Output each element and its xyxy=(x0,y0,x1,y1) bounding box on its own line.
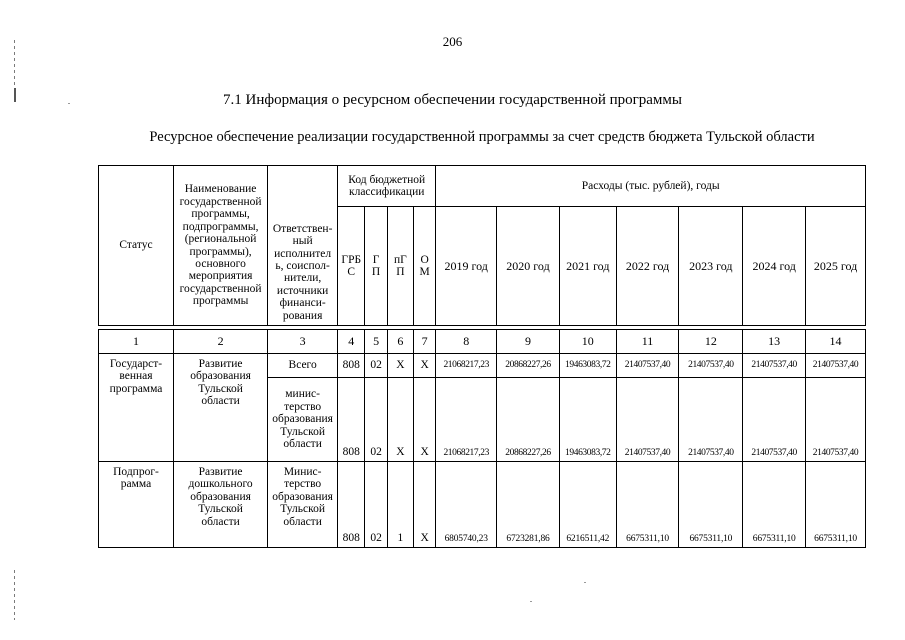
page-subtitle: Ресурсное обеспечение реализации государственной программы за счет средств бюджета Тульской области xyxy=(149,129,815,145)
header-year: 2020 год xyxy=(497,207,560,326)
cell-amount: 6675311,10 xyxy=(679,462,743,548)
header-year: 2023 год xyxy=(679,207,743,326)
column-number: 3 xyxy=(268,330,338,354)
cell-om: X xyxy=(414,354,436,378)
cell-amount: 21407537,40 xyxy=(806,354,866,378)
column-number: 12 xyxy=(679,330,743,354)
cell-gp: 02 xyxy=(365,462,387,548)
header-year: 2021 год xyxy=(559,207,616,326)
cell-amount: 6675311,10 xyxy=(806,462,866,548)
cell-amount: 19463083,72 xyxy=(559,354,616,378)
cell-amount: 21407537,40 xyxy=(806,378,866,462)
column-number: 6 xyxy=(387,330,413,354)
margin-mark xyxy=(14,570,15,620)
cell-grbs: 808 xyxy=(338,354,365,378)
cell-pgp: X xyxy=(387,354,413,378)
scan-speck xyxy=(530,601,532,602)
cell-amount: 6216511,42 xyxy=(559,462,616,548)
header-budget-code: Код бюджетной классификации xyxy=(338,166,436,207)
header-name: Наименование государственной программы, подпрограммы, (региональной программы), основного мероприятия государственной программы xyxy=(173,166,267,326)
column-number: 9 xyxy=(497,330,560,354)
cell-amount: 21068217,23 xyxy=(436,378,497,462)
cell-amount: 6675311,10 xyxy=(616,462,679,548)
column-number: 14 xyxy=(806,330,866,354)
cell-amount: 21407537,40 xyxy=(679,378,743,462)
row-executor: минис- терство образования Тульской области xyxy=(268,378,338,462)
section-title: 7.1 Информация о ресурсном обеспечении государственной программы xyxy=(222,92,682,108)
header-gp: Г П xyxy=(365,207,387,326)
scan-speck xyxy=(584,582,586,583)
header-grbs: ГРБ С xyxy=(338,207,365,326)
column-number: 8 xyxy=(436,330,497,354)
column-number-row xyxy=(99,330,866,354)
row-status: Подпрог- рамма xyxy=(99,462,174,548)
cell-amount: 21068217,23 xyxy=(436,354,497,378)
page-number: 206 xyxy=(442,34,463,49)
cell-amount: 21407537,40 xyxy=(616,378,679,462)
cell-amount: 21407537,40 xyxy=(616,354,679,378)
column-number: 13 xyxy=(743,330,806,354)
header-year: 2024 год xyxy=(743,207,806,326)
cell-om: X xyxy=(414,462,436,548)
cell-gp: 02 xyxy=(365,354,387,378)
row-executor: Минис- терство образования Тульской области xyxy=(268,462,338,548)
column-number: 2 xyxy=(173,330,267,354)
cell-amount: 21407537,40 xyxy=(743,378,806,462)
cell-amount: 20868227,26 xyxy=(497,354,560,378)
row-status: Государст- венная программа xyxy=(99,354,174,462)
cell-amount: 21407537,40 xyxy=(679,354,743,378)
row-executor: Всего xyxy=(268,354,338,378)
header-row xyxy=(99,166,866,207)
cell-amount: 20868227,26 xyxy=(497,378,560,462)
cell-grbs: 808 xyxy=(338,378,365,462)
resource-table xyxy=(98,165,866,548)
table-row xyxy=(99,354,866,378)
header-status: Статус xyxy=(99,166,174,326)
column-number: 4 xyxy=(338,330,365,354)
cell-pgp: X xyxy=(387,378,413,462)
header-year: 2019 год xyxy=(436,207,497,326)
cell-pgp: 1 xyxy=(387,462,413,548)
column-number: 7 xyxy=(414,330,436,354)
header-pgp: пГ П xyxy=(387,207,413,326)
cell-amount: 21407537,40 xyxy=(743,354,806,378)
cell-om: X xyxy=(414,378,436,462)
header-executor: Ответствен- ный исполнител ь, соиспол- нители, источники финанси- рования xyxy=(268,166,338,326)
table-row xyxy=(99,462,866,548)
cell-amount: 6723281,86 xyxy=(497,462,560,548)
cell-gp: 02 xyxy=(365,378,387,462)
header-expenses: Расходы (тыс. рублей), годы xyxy=(436,166,866,207)
header-year: 2025 год xyxy=(806,207,866,326)
cell-grbs: 808 xyxy=(338,462,365,548)
row-name: Развитие образования Тульской области xyxy=(173,354,267,462)
header-year: 2022 год xyxy=(616,207,679,326)
column-number: 5 xyxy=(365,330,387,354)
cell-amount: 6675311,10 xyxy=(743,462,806,548)
cell-amount: 6805740,23 xyxy=(436,462,497,548)
header-om: О М xyxy=(414,207,436,326)
column-number: 1 xyxy=(99,330,174,354)
cell-amount: 19463083,72 xyxy=(559,378,616,462)
column-number: 10 xyxy=(559,330,616,354)
row-name: Развитие дошкольного образования Тульской области xyxy=(173,462,267,548)
column-number: 11 xyxy=(616,330,679,354)
